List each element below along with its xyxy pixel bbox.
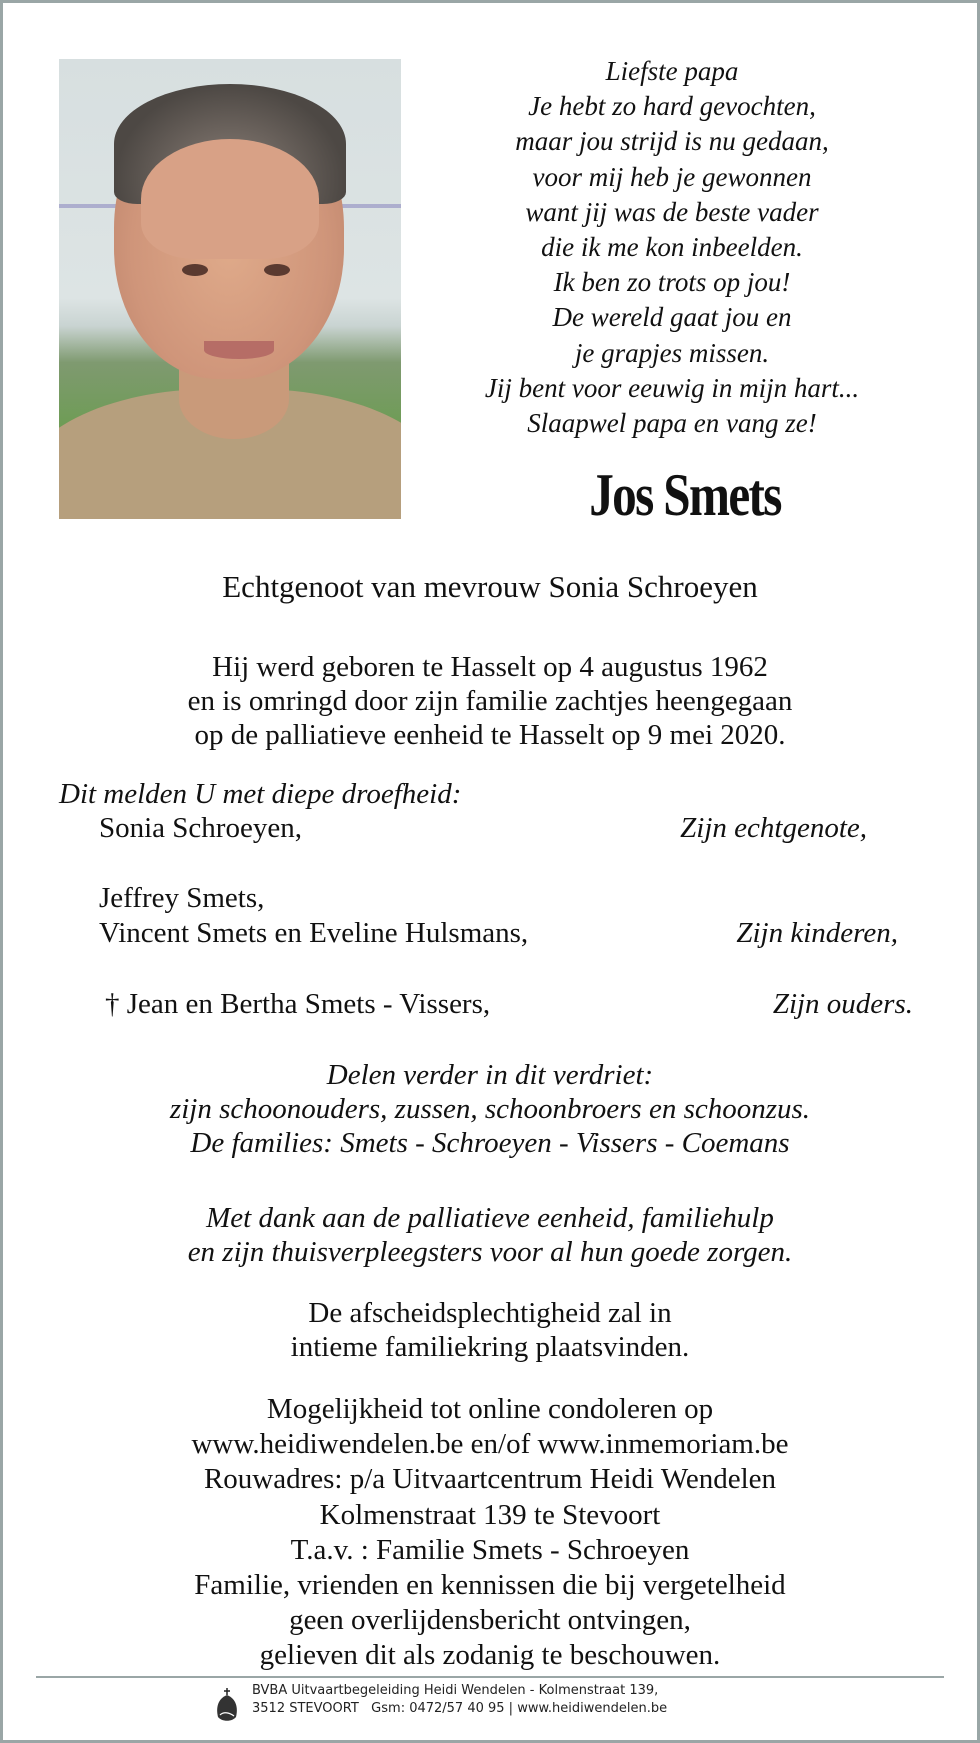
deceased-name: Jos Smets — [589, 462, 781, 528]
poem-line: die ik me kon inbeelden. — [541, 232, 803, 263]
poem-line: je grapjes missen. — [574, 337, 770, 368]
poem-line: maar jou strijd is nu gedaan, — [515, 126, 829, 157]
poem-line: Je hebt zo hard gevochten, — [528, 91, 816, 122]
family-name: Vincent Smets en Eveline Hulsmans, — [99, 917, 529, 949]
family-name: † Jean en Bertha Smets - Vissers, — [105, 988, 491, 1020]
birth-paragraph: Hij werd geboren te Hasselt op 4 augustus 1962 en is omringd door zijn familie zachtjes heengegaan op de palliatieve eenheid te Hasselt op 9 mei 2020. — [187, 651, 793, 751]
poem-line: De wereld gaat jou en — [552, 302, 792, 333]
family-relation: Zijn ouders. — [772, 988, 913, 1020]
sharing-paragraph: Delen verder in dit verdriet: zijn schoonouders, zussen, schoonbroers en schoonzus. De families: Smets - Schroeyen - Vissers - Coemans — [169, 1059, 811, 1159]
footer: BVBA Uitvaartbegeleiding Heidi Wendelen - Kolmenstraat 139, 3512 STEVOORT Gsm: 0472/57 40 95 | www.heidiwendelen.be — [252, 1683, 668, 1716]
spouse-line: Echtgenoot van mevrouw Sonia Schroeyen — [222, 569, 758, 604]
ceremony-paragraph: De afscheidsplechtigheid zal in intieme familiekring plaatsvinden. — [290, 1297, 690, 1363]
family-name: Jeffrey Smets, — [99, 882, 265, 914]
family-name: Sonia Schroeyen, — [99, 812, 302, 844]
poem-line: voor mij heb je gewonnen — [532, 161, 812, 192]
poem-line: Jij bent voor eeuwig in mijn hart... — [484, 372, 860, 403]
poem-line: want jij was de beste vader — [525, 196, 819, 227]
portrait-photo — [59, 59, 401, 519]
poem-line: Liefste papa — [605, 56, 739, 86]
divider — [36, 1676, 944, 1678]
poem-line: Ik ben zo trots op jou! — [553, 267, 791, 298]
family-relation: Zijn kinderen, — [736, 917, 898, 949]
family-relation: Zijn echtgenote, — [680, 812, 867, 844]
info-paragraph: Mogelijkheid tot online condoleren op www.heidiwendelen.be en/of www.inmemoriam.be Rouwadres: p/a Uitvaartcentrum Heidi Wendelen Kolmenstraat 139 te Stevoort T.a.v. : Familie Smets - Schroeyen Familie, vrienden en kennissen die bij vergetelheid geen overlijdensbericht ontvingen, gelieven dit als zodanig te beschouwen. — [191, 1393, 789, 1672]
poem-line: Slaapwel papa en vang ze! — [527, 408, 817, 439]
funeral-home-logo-icon — [214, 1687, 240, 1723]
announce-intro: Dit melden U met diepe droefheid: — [59, 778, 462, 810]
poem — [432, 54, 912, 441]
thanks-paragraph: Met dank aan de palliatieve eenheid, familiehulp en zijn thuisverpleegsters voor al hun goede zorgen. — [187, 1202, 793, 1268]
